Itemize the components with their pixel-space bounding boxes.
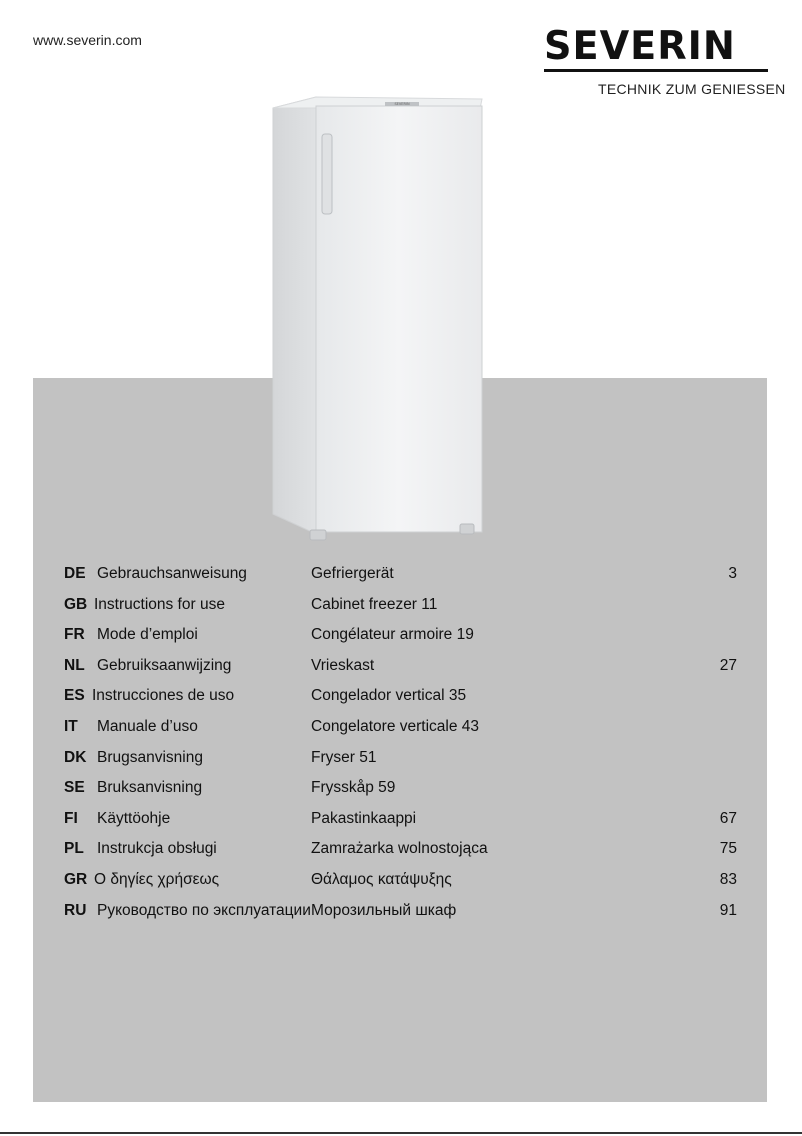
page-number: 83 [719,871,737,888]
brand-logo [544,24,768,72]
language-code: GR [64,871,88,888]
language-code: GB [64,595,88,613]
language-code: SE [64,779,85,797]
manual-title: Gebrauchsanweisung [97,565,247,582]
manual-title: Руководство по эксплуатации [97,901,311,919]
page-number: 27 [719,656,737,674]
toc-row-de[interactable] [0,565,802,587]
freezer-foot-left [310,530,326,540]
toc-row-pl[interactable] [0,840,802,862]
product-name: Zamrażarka wolnostojąca [311,840,488,858]
page-number: 75 [719,840,737,858]
toc-row-fi[interactable] [0,810,802,832]
toc-row-ru[interactable] [0,902,802,924]
language-code: NL [64,656,85,674]
bottom-rule [0,1132,802,1134]
website-url[interactable]: www.severin.com [33,32,142,48]
product-name: Vrieskast [311,656,375,674]
product-name: Gefriergerät [311,565,394,582]
language-code: RU [64,901,87,919]
product-name: Fryser 51 [311,748,377,766]
manual-title: Gebruiksaanwijzing [97,656,232,674]
manual-title: Bruksanvisning [97,779,203,797]
manual-title: Ο δηγίες χρήσεως [94,871,220,888]
toc-row-es[interactable] [0,687,802,709]
product-name: Congelatore verticale 43 [311,718,480,735]
language-code: DK [64,748,87,766]
product-name: Congélateur armoire 19 [311,626,474,644]
freezer-side [273,97,316,534]
toc-row-gr[interactable] [0,871,802,893]
product-name: Frysskåp 59 [311,779,396,797]
product-name: Морозильный шкаф [311,901,457,919]
manual-title: Instructions for use [94,595,225,613]
language-code: ES [64,687,85,705]
language-code: PL [64,840,84,858]
brand-tagline: TECHNIK ZUM GENIESSEN [598,81,786,97]
manual-title: Instrucciones de uso [92,687,235,705]
brand-wordmark: SEVERIN [544,24,736,69]
logo-underline [544,69,768,72]
door-badge-text: SEVERIN [394,102,410,106]
product-name: Pakastinkaappi [311,809,417,827]
toc-row-gb[interactable] [0,596,802,618]
manual-title: Brugsanvisning [97,748,203,766]
language-code: FR [64,626,85,644]
toc-row-fr[interactable] [0,626,802,648]
manual-title: Mode d’emploi [97,626,198,644]
toc-row-nl[interactable] [0,657,802,679]
language-code: DE [64,565,86,582]
page-number: 91 [719,901,737,919]
page-number: 67 [719,809,737,827]
toc-row-se[interactable] [0,779,802,801]
door-handle [322,134,332,214]
manual-title: Manuale d’uso [97,718,198,735]
manual-title: Instrukcja obsługi [97,840,217,858]
product-name: Θάλαμος κατάψυξης [311,871,452,888]
freezer-foot-right [460,524,474,534]
freezer-door [316,106,482,532]
product-name: Cabinet freezer 11 [311,595,438,613]
language-code: IT [64,718,78,735]
page-number: 3 [728,565,737,582]
freezer-icon [270,94,490,546]
product-name: Congelador vertical 35 [311,687,467,705]
toc-row-dk[interactable] [0,749,802,771]
manual-title: Käyttöohje [97,809,171,827]
language-code: FI [64,809,78,827]
toc-row-it[interactable] [0,718,802,740]
